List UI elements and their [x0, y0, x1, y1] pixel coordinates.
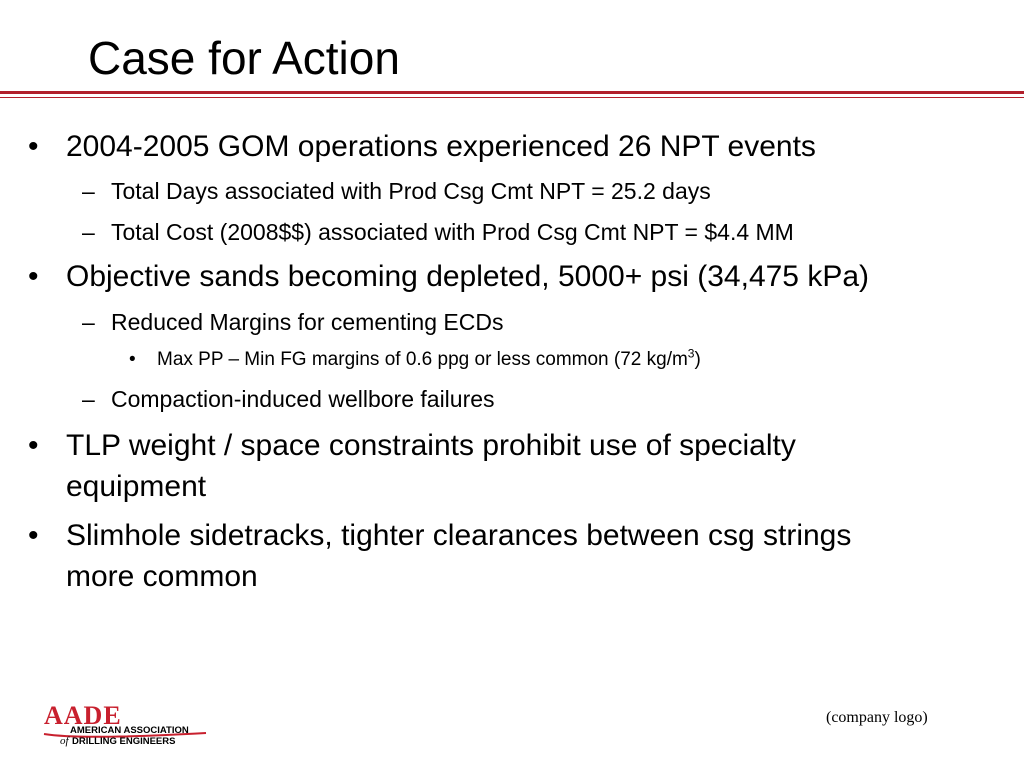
bullet-marker: • [28, 429, 39, 462]
sub-bullet-reduced-margins: Reduced Margins for cementing ECDs [111, 309, 504, 335]
company-logo-placeholder: (company logo) [826, 709, 928, 726]
margins-text: Max PP – Min FG margins of 0.6 ppg or less common (72 kg/m [157, 349, 688, 370]
title-divider-thick [0, 91, 1024, 94]
bullet-tlp-constraints-line1: TLP weight / space constraints prohibit use of specialty [66, 429, 796, 462]
sub-bullet-compaction: Compaction-induced wellbore failures [111, 386, 495, 412]
bullet-marker: • [129, 349, 136, 370]
aade-logo-graphic [42, 700, 208, 748]
dash-marker: – [82, 309, 95, 335]
margins-text-end: ) [694, 349, 701, 370]
sub-sub-bullet-margins [157, 348, 701, 372]
bullet-slimhole-line1: Slimhole sidetracks, tighter clearances between csg strings [66, 519, 852, 552]
bullet-marker: • [28, 130, 39, 163]
slide-title: Case for Action [88, 32, 400, 84]
bullet-depleted-sands: Objective sands becoming depleted, 5000+ psi (34,475 kPa) [66, 260, 870, 293]
bullet-npt-events: 2004-2005 GOM operations experienced 26 NPT events [66, 130, 816, 163]
dash-marker: – [82, 178, 95, 204]
title-divider-thin [0, 97, 1024, 98]
logo-line2: DRILLING ENGINEERS [72, 736, 176, 747]
aade-logo [42, 700, 208, 748]
dash-marker: – [82, 219, 95, 245]
logo-of: of [60, 735, 69, 747]
logo-mark: AADE [44, 701, 122, 730]
sub-bullet-total-days: Total Days associated with Prod Csg Cmt NPT = 25.2 days [111, 178, 711, 204]
bullet-marker: • [28, 519, 39, 552]
dash-marker: – [82, 386, 95, 412]
sub-bullet-total-cost: Total Cost (2008$$) associated with Prod Csg Cmt NPT = $4.4 MM [111, 219, 794, 245]
bullet-slimhole-line2: more common [66, 560, 258, 593]
logo-line1: AMERICAN ASSOCIATION [70, 725, 189, 736]
cubed-superscript: 3 [687, 346, 695, 361]
bullet-marker: • [28, 260, 39, 293]
bullet-tlp-constraints-line2: equipment [66, 470, 207, 503]
